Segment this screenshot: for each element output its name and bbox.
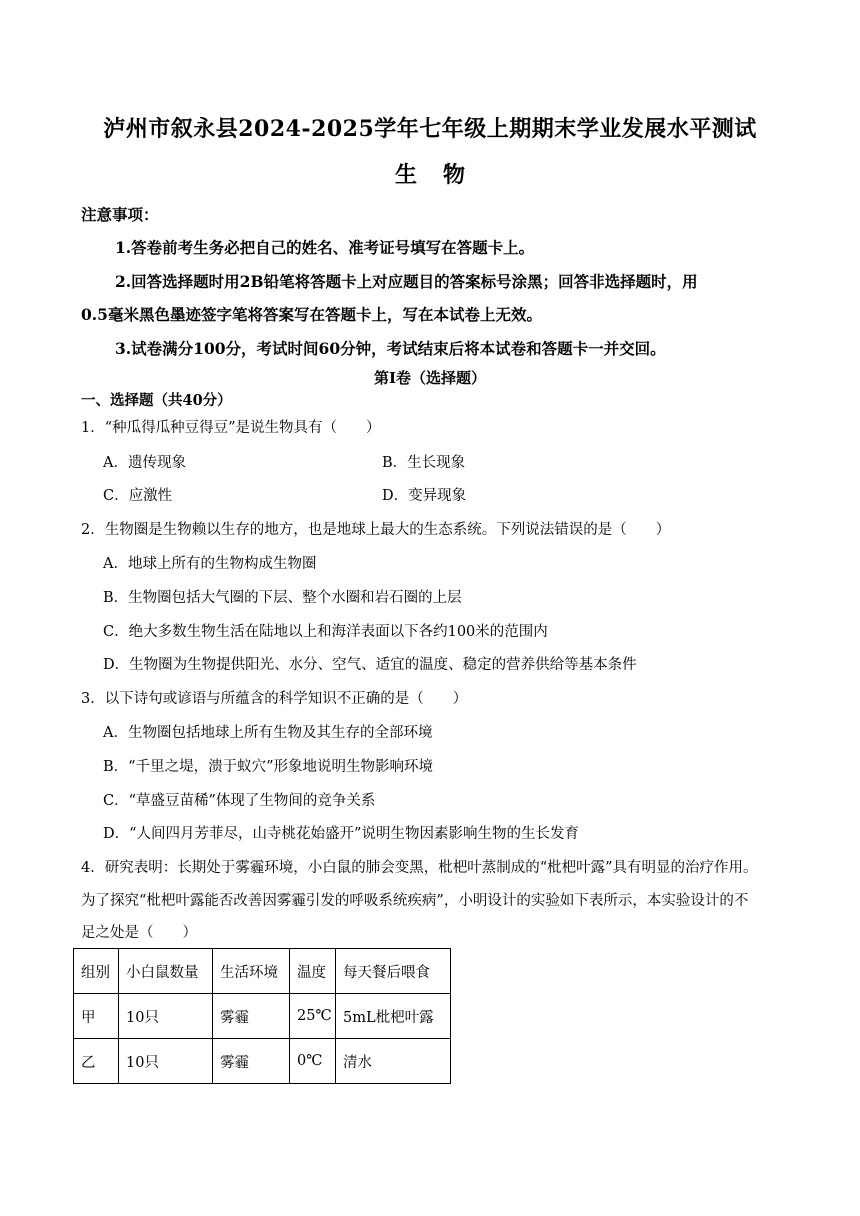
question-4-stem-line-3: 足之处是（ ）: [81, 925, 197, 941]
question-3-option-d: D．“人间四月芳菲尽，山寺桃花始盛开”说明生物因素影响生物的生长发育: [103, 826, 579, 842]
question-1-stem: 1．“种瓜得瓜种豆得豆”是说生物具有（ ）: [81, 420, 381, 436]
question-4-stem-line-2: 为了探究“枇杷叶露能否改善因雾霾引发的呼吸系统疾病”，小明设计的实验如下表所示，本实验设计的不: [81, 893, 749, 909]
question-2-option-d: D．生物圈为生物提供阳光、水分、空气、适宜的温度、稳定的营养供给等基本条件: [103, 657, 637, 673]
question-2-option-a: A．地球上所有的生物构成生物圈: [103, 556, 317, 572]
notice-heading: 注意事项：: [81, 205, 159, 224]
part-title: 第Ⅰ卷（选择题）: [373, 369, 487, 387]
notice-item-1: 1.答卷前考生务必把自己的姓名、准考证号填写在答题卡上。: [115, 238, 535, 257]
experiment-table: [73, 948, 451, 1084]
question-1-option-d: D．变异现象: [382, 488, 467, 504]
table-cell: 0℃: [290, 1039, 336, 1084]
subject-title: 生物: [394, 162, 491, 188]
question-3-option-b: B．“千里之堤，溃于蚁穴”形象地说明生物影响环境: [103, 759, 433, 775]
table-header-cell: 温度: [290, 949, 336, 994]
question-2-stem: 2．生物圈是生物赖以生存的地方，也是地球上最大的生态系统。下列说法错误的是（ ）: [81, 522, 671, 538]
question-2-option-b: B．生物圈包括大气圈的下层、整个水圈和岩石圈的上层: [103, 590, 462, 606]
table-cell: 清水: [336, 1039, 451, 1084]
question-3-option-a: A．生物圈包括地球上所有生物及其生存的全部环境: [103, 725, 433, 741]
question-4-stem-line-1: 4．研究表明：长期处于雾霾环境，小白鼠的肺会变黑，枇杷叶蒸制成的“枇杷叶露”具有明显的治疗作用。: [81, 860, 758, 876]
table-row: [74, 1039, 451, 1084]
section-heading: 一、选择题（共40分）: [81, 392, 232, 409]
table-header-row: [74, 949, 451, 994]
table-cell: 雾霾: [213, 994, 290, 1039]
question-3-stem: 3．以下诗句或谚语与所蕴含的科学知识不正确的是（ ）: [81, 691, 468, 707]
exam-title: 泸州市叙永县2024-2025学年七年级上期期末学业发展水平测试: [103, 116, 757, 142]
table-cell: 10只: [119, 994, 213, 1039]
question-1-option-a: A．遗传现象: [103, 455, 186, 471]
table-cell: 甲: [74, 994, 119, 1039]
table-cell: 25℃: [290, 994, 336, 1039]
table-cell: 雾霾: [213, 1039, 290, 1084]
notice-item-3: 3.试卷满分100分，考试时间60分钟，考试结束后将本试卷和答题卡一并交回。: [115, 339, 666, 358]
notice-item-2-cont: 0.5毫米黑色墨迹签字笔将答案写在答题卡上，写在本试卷上无效。: [81, 305, 542, 324]
notice-item-2: 2.回答选择题时用2B铅笔将答题卡上对应题目的答案标号涂黑；回答非选择题时，用: [115, 272, 698, 291]
table-header-cell: 小白鼠数量: [119, 949, 213, 994]
table-cell: 5mL枇杷叶露: [336, 994, 451, 1039]
table-header-cell: 生活环境: [213, 949, 290, 994]
question-1-option-c: C．应激性: [103, 488, 173, 504]
question-3-option-c: C．“草盛豆苗稀”体现了生物间的竞争关系: [103, 793, 376, 809]
table-row: [74, 994, 451, 1039]
table-cell: 10只: [119, 1039, 213, 1084]
question-1-option-b: B．生长现象: [382, 455, 466, 471]
question-2-option-c: C．绝大多数生物生活在陆地以上和海洋表面以下各约100米的范围内: [103, 624, 548, 640]
table-header-cell: 每天餐后喂食: [336, 949, 451, 994]
table-header-cell: 组别: [74, 949, 119, 994]
table-cell: 乙: [74, 1039, 119, 1084]
